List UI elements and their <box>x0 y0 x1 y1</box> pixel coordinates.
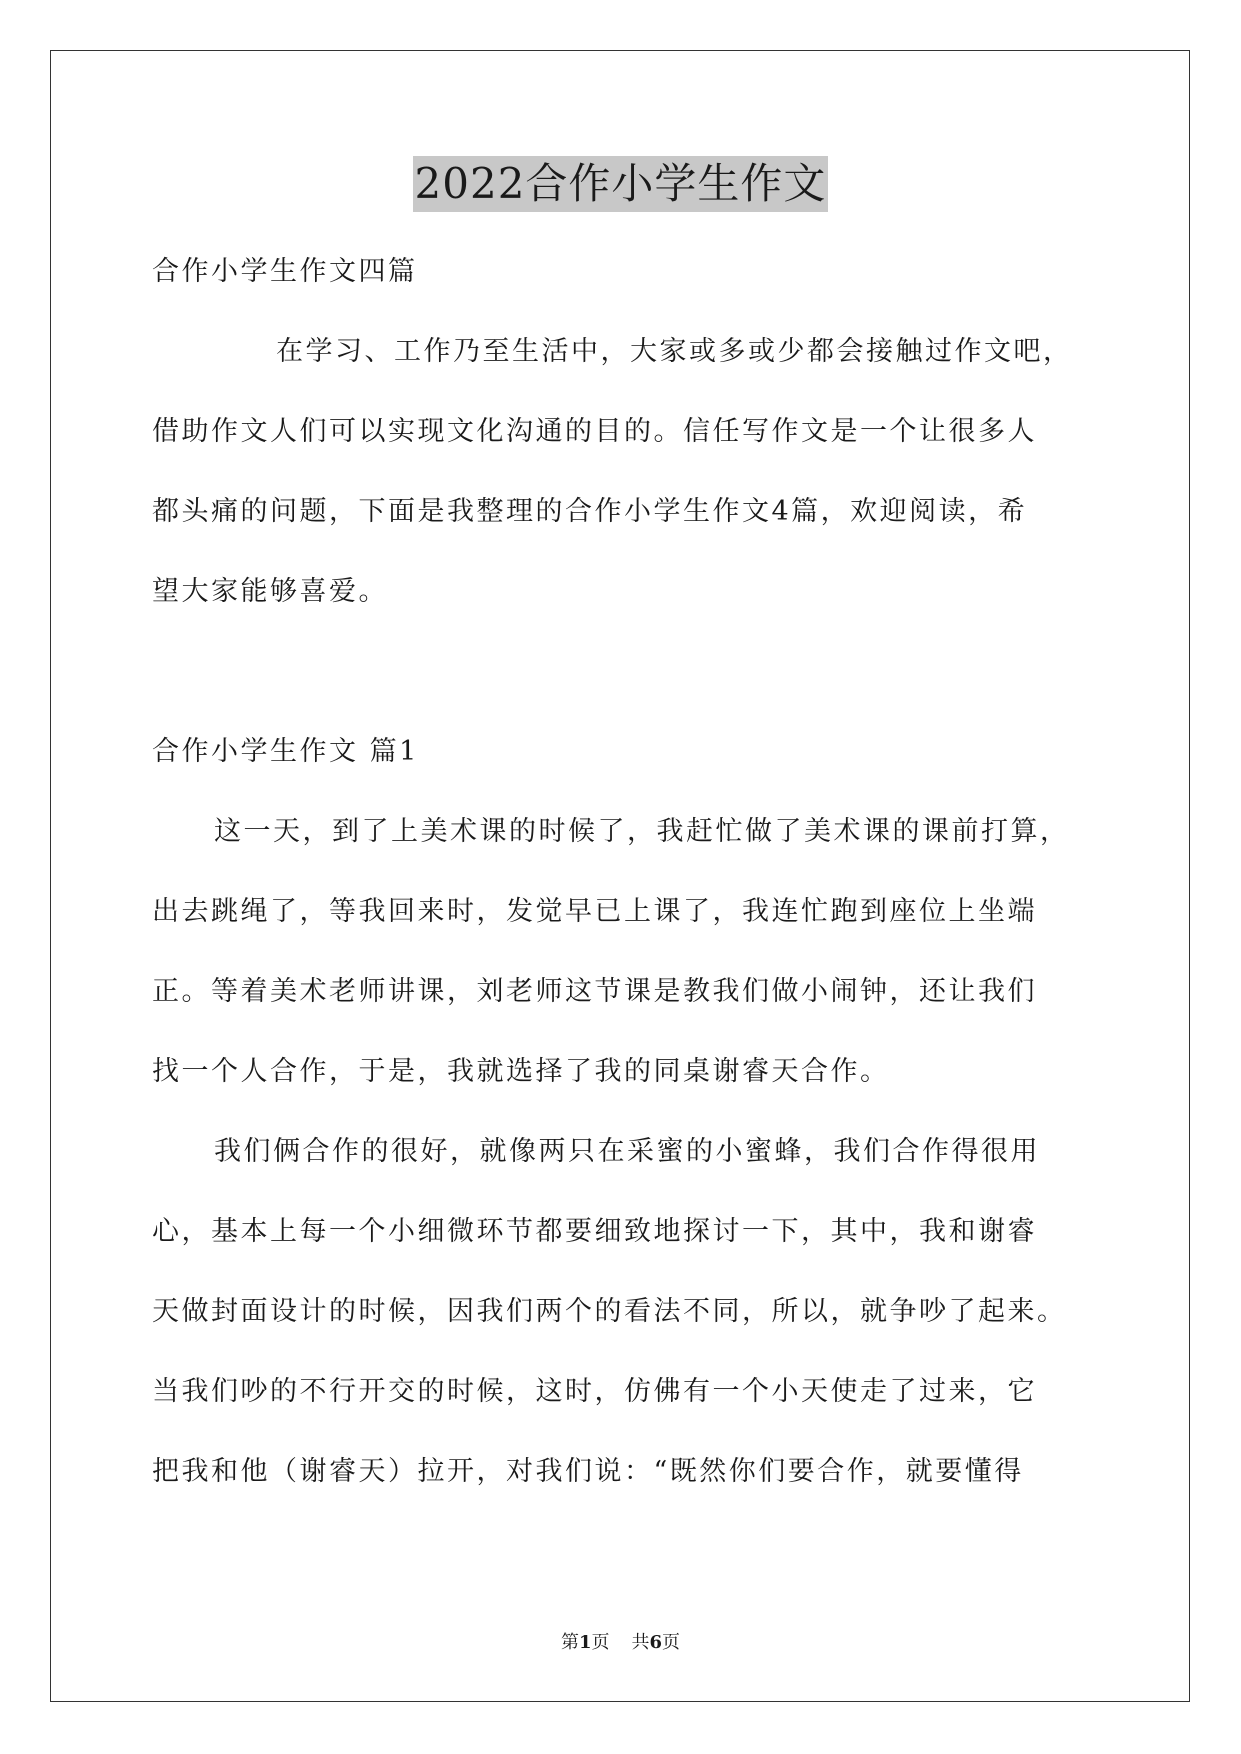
paragraph2-line: 心，基本上每一个小细微环节都要细致地探讨一下，其中，我和谢睿 <box>152 1216 1037 1247</box>
page-number: 1 <box>578 1632 592 1653</box>
page-footer <box>0 1628 1241 1654</box>
title-container <box>0 156 1241 212</box>
page-suffix: 页 <box>591 1632 610 1653</box>
intro-line: 在学习、工作乃至生活中，大家或多或少都会接触过作文吧， <box>276 336 1073 367</box>
total-prefix: 共 <box>631 1632 650 1653</box>
page-prefix: 第 <box>560 1632 579 1653</box>
paragraph2-line: 当我们吵的不行开交的时候，这时，仿佛有一个小天使走了过来，它 <box>152 1376 1037 1407</box>
document-subtitle: 合作小学生作文四篇 <box>152 256 418 287</box>
paragraph1-line: 这一天，到了上美术课的时候了，我赶忙做了美术课的课前打算， <box>214 816 1070 847</box>
intro-line: 望大家能够喜爱。 <box>152 576 388 607</box>
paragraph2-line: 天做封面设计的时候，因我们两个的看法不同，所以，就争吵了起来。 <box>152 1296 1067 1327</box>
total-suffix: 页 <box>662 1632 681 1653</box>
paragraph2-line: 我们俩合作的很好，就像两只在采蜜的小蜜蜂，我们合作得很用 <box>214 1136 1040 1167</box>
paragraph1-line: 正。等着美术老师讲课，刘老师这节课是教我们做小闹钟，还让我们 <box>152 976 1037 1007</box>
intro-line: 借助作文人们可以实现文化沟通的目的。信任写作文是一个让很多人 <box>152 416 1037 447</box>
section-heading: 合作小学生作文 篇1 <box>152 736 419 767</box>
paragraph1-line: 出去跳绳了，等我回来时，发觉早已上课了，我连忙跑到座位上坐端 <box>152 896 1037 927</box>
paragraph1-line: 找一个人合作，于是，我就选择了我的同桌谢睿天合作。 <box>152 1056 890 1087</box>
paragraph2-line: 把我和他（谢睿天）拉开，对我们说：“既然你们要合作，就要懂得 <box>152 1456 1024 1487</box>
document-body <box>152 232 1092 1512</box>
total-pages: 6 <box>649 1632 663 1653</box>
intro-line: 都头痛的问题，下面是我整理的合作小学生作文4篇，欢迎阅读，希 <box>152 496 1028 527</box>
document-title: 2022合作小学生作文 <box>413 156 829 212</box>
spacer <box>152 632 1092 712</box>
